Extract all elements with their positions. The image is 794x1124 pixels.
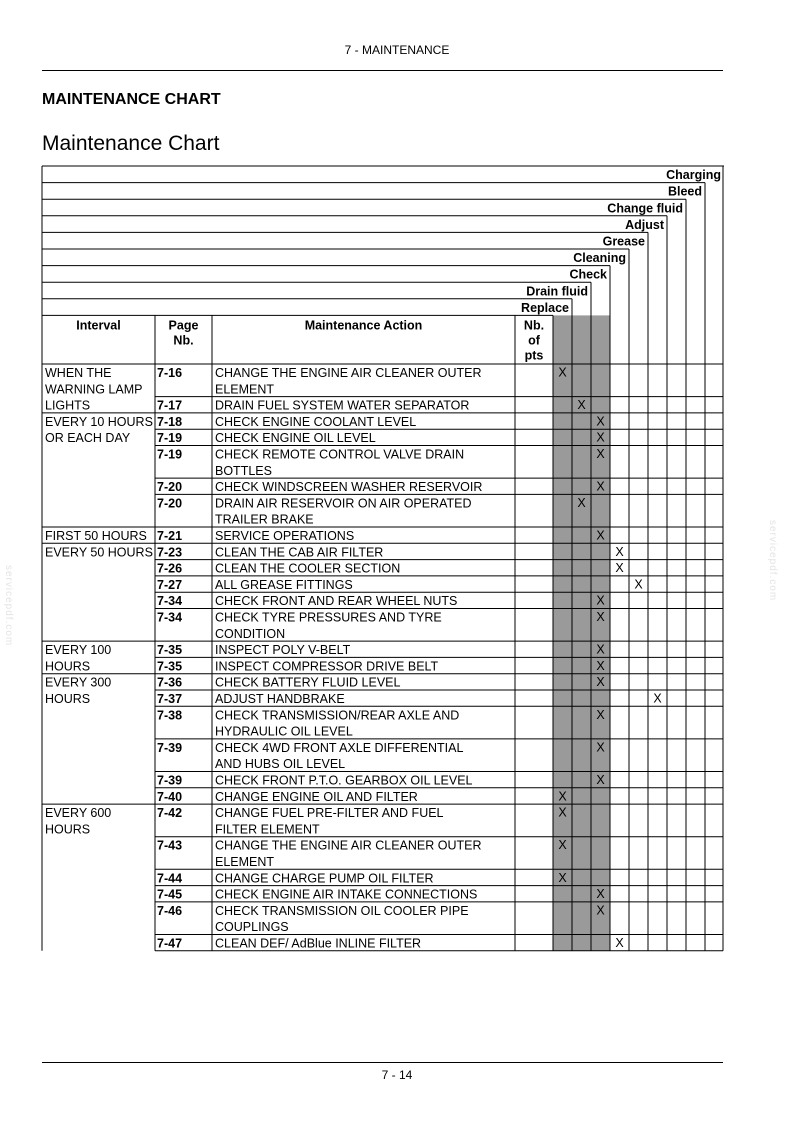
page-number: 7-45 xyxy=(157,887,183,902)
maintenance-action: CHANGE ENGINE OIL AND FILTER xyxy=(215,789,418,804)
action-mark: X xyxy=(558,805,567,820)
page-number: 7-26 xyxy=(157,561,183,576)
action-mark: X xyxy=(577,495,586,510)
watermark-right: servicepdf.com xyxy=(767,520,778,602)
action-mark: X xyxy=(634,577,643,592)
maintenance-action: CHECK TRANSMISSION/REAR AXLE AND xyxy=(215,708,460,723)
action-mark: X xyxy=(558,870,567,885)
nb-points-header: Nb. xyxy=(523,318,545,333)
action-mark: X xyxy=(615,544,624,559)
page-number: 7-18 xyxy=(157,414,183,429)
page-number: 7-17 xyxy=(157,398,183,413)
action-header-change-fluid: Change fluid xyxy=(607,201,683,216)
nb-points-header: pts xyxy=(524,348,544,363)
shaded-column-0 xyxy=(553,315,572,950)
shaded-column-2 xyxy=(591,315,610,950)
action-mark: X xyxy=(596,610,605,624)
interval-label: HOURS xyxy=(45,692,91,706)
action-mark: X xyxy=(596,528,605,543)
action-mark: X xyxy=(596,887,605,902)
maintenance-action: COUPLINGS xyxy=(215,920,289,935)
action-mark: X xyxy=(596,593,605,608)
maintenance-action: CLEAN THE COOLER SECTION xyxy=(215,561,401,576)
action-mark: X xyxy=(596,479,605,494)
maintenance-action: BOTTLES xyxy=(215,463,272,478)
page-number: 7-43 xyxy=(157,838,183,853)
page-number: 7-38 xyxy=(157,708,183,723)
page-number: 7-39 xyxy=(157,740,183,755)
interval-label: WARNING LAMP xyxy=(45,382,143,397)
action-mark: X xyxy=(596,773,605,787)
page-number: 7-20 xyxy=(157,496,183,511)
page-number: 7-19 xyxy=(157,431,183,446)
action-header-replace: Replace xyxy=(521,300,569,315)
maintenance-action: CHECK ENGINE AIR INTAKE CONNECTIONS xyxy=(215,887,478,902)
maintenance-action: CHANGE FUEL PRE-FILTER AND FUEL xyxy=(215,806,444,821)
action-mark: X xyxy=(596,903,605,918)
page-number: 7-27 xyxy=(157,577,183,592)
action-mark: X xyxy=(558,789,567,804)
interval-label: HOURS xyxy=(45,822,91,837)
maintenance-action: CLEAN DEF/ AdBlue INLINE FILTER xyxy=(215,936,422,951)
page-number: 7-19 xyxy=(157,447,183,462)
page-number: 7-20 xyxy=(157,480,183,495)
maintenance-action: CLEAN THE CAB AIR FILTER xyxy=(215,545,384,560)
maintenance-action: INSPECT COMPRESSOR DRIVE BELT xyxy=(215,659,439,674)
maintenance-action: CHECK TRANSMISSION OIL COOLER PIPE xyxy=(215,903,469,918)
section-title: MAINTENANCE CHART xyxy=(42,91,221,108)
action-mark: X xyxy=(615,936,624,950)
maintenance-action: DRAIN FUEL SYSTEM WATER SEPARATOR xyxy=(215,398,470,413)
maintenance-action: CHECK WINDSCREEN WASHER RESERVOIR xyxy=(215,480,483,495)
action-mark: X xyxy=(596,707,605,722)
page-number: 7-47 xyxy=(157,936,183,951)
action-mark: X xyxy=(596,658,605,673)
maintenance-action: ELEMENT xyxy=(215,382,275,397)
action-header-grease: Grease xyxy=(602,234,645,249)
page-number: 7-39 xyxy=(157,773,183,788)
maintenance-action: CHANGE CHARGE PUMP OIL FILTER xyxy=(215,871,434,886)
maintenance-action: CHECK BATTERY FLUID LEVEL xyxy=(215,675,401,690)
action-header-charging: Charging xyxy=(666,168,721,183)
page-number: 7-44 xyxy=(157,871,183,886)
action-mark: X xyxy=(596,740,605,755)
page-number: 7-35 xyxy=(157,643,183,658)
page-number: 7-21 xyxy=(157,529,183,543)
page-number: 7-34 xyxy=(157,594,183,609)
page-number: 7-23 xyxy=(157,545,183,560)
maintenance-action: CHANGE THE ENGINE AIR CLEANER OUTER xyxy=(215,838,482,853)
action-header-check: Check xyxy=(569,267,607,282)
page-number: 7-35 xyxy=(157,659,183,674)
interval-label: EVERY 100 xyxy=(45,643,112,658)
interval-label: HOURS xyxy=(45,659,91,674)
action-mark: X xyxy=(558,365,567,380)
maintenance-action: ALL GREASE FITTINGS xyxy=(215,577,353,592)
page-number: 7-36 xyxy=(157,675,183,690)
page-number: 7-42 xyxy=(157,806,183,821)
action-mark: X xyxy=(596,642,605,657)
page-number: 7-16 xyxy=(157,366,183,380)
action-header-adjust: Adjust xyxy=(625,217,664,232)
interval-label: EVERY 10 HOURS xyxy=(45,414,153,429)
maintenance-action: CHECK TYRE PRESSURES AND TYRE xyxy=(215,610,442,625)
watermark-left: servicepdf.com xyxy=(3,565,14,647)
action-mark: X xyxy=(558,838,567,853)
maintenance-action: CHECK ENGINE COOLANT LEVEL xyxy=(215,414,417,429)
interval-label: EVERY 600 xyxy=(45,806,112,821)
page-header-label: Nb. xyxy=(173,333,194,348)
page-header: 7 - MAINTENANCE xyxy=(344,43,450,57)
maintenance-action: CHECK ENGINE OIL LEVEL xyxy=(215,431,376,446)
page-number: 7-46 xyxy=(157,903,183,918)
interval-label: LIGHTS xyxy=(45,398,91,413)
interval-header: Interval xyxy=(76,318,121,333)
action-header-drain-fluid: Drain fluid xyxy=(526,284,588,299)
action-header-cleaning: Cleaning xyxy=(573,251,626,266)
maintenance-action: INSPECT POLY V-BELT xyxy=(215,643,351,658)
action-header: Maintenance Action xyxy=(304,318,423,333)
maintenance-action: HYDRAULIC OIL LEVEL xyxy=(215,724,353,739)
maintenance-action: TRAILER BRAKE xyxy=(215,512,314,527)
page-number: 7-40 xyxy=(157,789,183,804)
interval-label: OR EACH DAY xyxy=(45,431,131,446)
page-number: 7-34 xyxy=(157,610,183,625)
page-number: 7-37 xyxy=(157,692,183,706)
maintenance-action: CHECK FRONT P.T.O. GEARBOX OIL LEVEL xyxy=(215,773,473,788)
interval-label: EVERY 300 xyxy=(45,675,112,690)
action-mark: X xyxy=(615,561,624,576)
maintenance-action: AND HUBS OIL LEVEL xyxy=(215,757,346,772)
interval-label: WHEN THE xyxy=(45,366,112,380)
action-mark: X xyxy=(596,447,605,461)
maintenance-action: FILTER ELEMENT xyxy=(215,822,320,837)
maintenance-action: CHANGE THE ENGINE AIR CLEANER OUTER xyxy=(215,366,482,380)
action-mark: X xyxy=(596,430,605,445)
interval-label: EVERY 50 HOURS xyxy=(45,545,153,560)
page-header-label: Page xyxy=(168,318,199,333)
maintenance-action: CHECK 4WD FRONT AXLE DIFFERENTIAL xyxy=(215,740,464,755)
action-mark: X xyxy=(577,398,586,413)
action-header-bleed: Bleed xyxy=(667,184,702,199)
nb-points-header: of xyxy=(528,333,540,348)
maintenance-action: ELEMENT xyxy=(215,855,275,869)
interval-label: FIRST 50 HOURS xyxy=(45,529,147,543)
action-mark: X xyxy=(596,414,605,429)
maintenance-action: DRAIN AIR RESERVOIR ON AIR OPERATED xyxy=(215,496,472,511)
maintenance-action: CONDITION xyxy=(215,626,286,641)
action-mark: X xyxy=(653,691,662,706)
chart-title: Maintenance Chart xyxy=(42,132,220,155)
maintenance-action: CHECK FRONT AND REAR WHEEL NUTS xyxy=(215,594,458,609)
footer-rule xyxy=(42,1062,723,1063)
maintenance-action: SERVICE OPERATIONS xyxy=(215,529,355,543)
maintenance-action: CHECK REMOTE CONTROL VALVE DRAIN xyxy=(215,447,465,462)
page-footer: 7 - 14 xyxy=(381,1068,413,1082)
action-mark: X xyxy=(596,675,605,690)
maintenance-action: ADJUST HANDBRAKE xyxy=(215,692,345,706)
